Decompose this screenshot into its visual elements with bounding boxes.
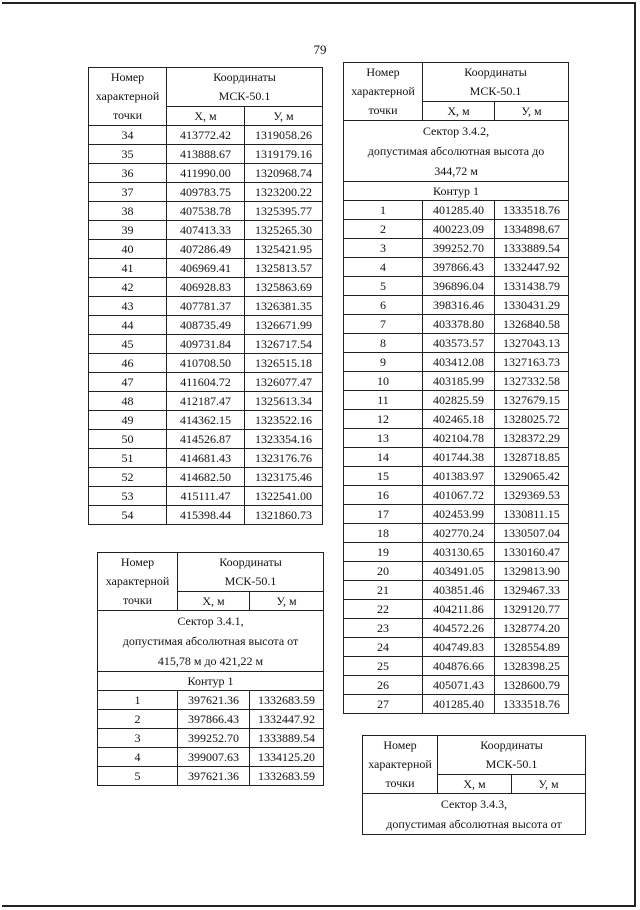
table-row	[89, 316, 323, 335]
table-row	[89, 164, 323, 183]
y-coordinate-cell: 1328025.72	[495, 410, 569, 429]
point-number-cell: 27	[344, 695, 423, 714]
y-coordinate-cell: 1325421.95	[245, 240, 323, 259]
table-row	[344, 277, 569, 296]
point-column-header	[344, 63, 423, 121]
point-number-cell: 18	[344, 524, 423, 543]
x-coordinate-cell: 402825.59	[423, 391, 495, 410]
x-coordinate-cell: 401383.97	[423, 467, 495, 486]
point-number-cell: 43	[89, 297, 167, 316]
sector-line: допустимая абсолютная высота от	[122, 634, 299, 648]
x-coordinate-cell: 414362.15	[167, 411, 245, 430]
point-number-cell: 5	[98, 767, 178, 786]
table-row	[98, 729, 324, 748]
table-row	[89, 240, 323, 259]
x-coordinate-cell: 401285.40	[423, 695, 495, 714]
header-line: Номер	[110, 70, 145, 84]
point-number-cell: 53	[89, 487, 167, 506]
y-coordinate-cell: 1333889.54	[250, 729, 324, 748]
point-number-cell: 23	[344, 619, 423, 638]
y-column-header: У, м	[495, 102, 569, 121]
table-3-body	[344, 201, 569, 714]
table-2-body	[98, 691, 324, 786]
header-line: Координаты	[480, 738, 543, 752]
table-row	[89, 221, 323, 240]
y-coordinate-cell: 1332447.92	[250, 710, 324, 729]
sector-line: допустимая абсолютная высота до	[367, 144, 545, 158]
table-row	[344, 543, 569, 562]
y-coordinate-cell: 1327163.73	[495, 353, 569, 372]
table-row	[344, 467, 569, 486]
point-number-cell: 4	[98, 748, 178, 767]
point-number-cell: 21	[344, 581, 423, 600]
header-line: характерной	[351, 84, 415, 98]
table-row	[344, 600, 569, 619]
x-coordinate-cell: 397621.36	[178, 691, 250, 710]
x-coordinate-cell: 409731.84	[167, 335, 245, 354]
y-coordinate-cell: 1333518.76	[495, 201, 569, 220]
table-row	[344, 429, 569, 448]
table-row	[344, 581, 569, 600]
sector-caption	[363, 794, 586, 835]
x-column-header: Х, м	[438, 775, 512, 794]
table-row	[344, 619, 569, 638]
header-line: Номер	[383, 738, 417, 752]
table-row	[98, 710, 324, 729]
table-row	[344, 562, 569, 581]
table-row	[344, 391, 569, 410]
y-coordinate-cell: 1325813.57	[245, 259, 323, 278]
x-coordinate-cell: 406928.83	[167, 278, 245, 297]
x-coordinate-cell: 401067.72	[423, 486, 495, 505]
y-coordinate-cell: 1323522.16	[245, 411, 323, 430]
x-column-header: Х, м	[167, 107, 245, 126]
y-coordinate-cell: 1326381.35	[245, 297, 323, 316]
x-coordinate-cell: 403491.05	[423, 562, 495, 581]
point-number-cell: 1	[98, 691, 178, 710]
y-coordinate-cell: 1333889.54	[495, 239, 569, 258]
y-coordinate-cell: 1323175.46	[245, 468, 323, 487]
sector-caption	[344, 121, 569, 182]
x-coordinate-cell: 405071.43	[423, 676, 495, 695]
y-coordinate-cell: 1330811.15	[495, 505, 569, 524]
x-coordinate-cell: 401285.40	[423, 201, 495, 220]
point-number-cell: 22	[344, 600, 423, 619]
header-line: Номер	[366, 65, 400, 79]
header-line: характерной	[95, 89, 160, 103]
point-number-cell: 14	[344, 448, 423, 467]
table-row	[344, 372, 569, 391]
y-coordinate-cell: 1326515.18	[245, 354, 323, 373]
point-number-cell: 2	[344, 220, 423, 239]
point-number-cell: 3	[344, 239, 423, 258]
table-row	[344, 448, 569, 467]
point-number-cell: 50	[89, 430, 167, 449]
y-coordinate-cell: 1329065.42	[495, 467, 569, 486]
sector-line: допустимая абсолютная высота от	[386, 817, 562, 831]
table-row	[89, 354, 323, 373]
x-coordinate-cell: 412187.47	[167, 392, 245, 411]
point-number-cell: 10	[344, 372, 423, 391]
coordinates-table-3	[343, 62, 569, 714]
x-coordinate-cell: 411604.72	[167, 373, 245, 392]
header-line: точки	[122, 593, 153, 607]
y-coordinate-cell: 1327332.58	[495, 372, 569, 391]
sector-line: Сектор 3.4.1,	[177, 614, 244, 628]
x-coordinate-cell: 402104.78	[423, 429, 495, 448]
y-coordinate-cell: 1320968.74	[245, 164, 323, 183]
table-row	[344, 220, 569, 239]
coordinates-table-1	[88, 67, 323, 525]
y-coordinate-cell: 1326840.58	[495, 315, 569, 334]
x-coordinate-cell: 402465.18	[423, 410, 495, 429]
y-coordinate-cell: 1332447.92	[495, 258, 569, 277]
x-coordinate-cell: 398316.46	[423, 296, 495, 315]
table-1-body	[89, 126, 323, 525]
x-coordinate-cell: 401744.38	[423, 448, 495, 467]
table-row	[344, 505, 569, 524]
header-line: характерной	[368, 757, 432, 771]
y-column-header: У, м	[245, 107, 323, 126]
table-row	[89, 430, 323, 449]
table-row	[89, 202, 323, 221]
point-number-cell: 36	[89, 164, 167, 183]
page-number: 79	[313, 42, 327, 57]
y-coordinate-cell: 1325395.77	[245, 202, 323, 221]
x-coordinate-cell: 407286.49	[167, 240, 245, 259]
point-number-cell: 11	[344, 391, 423, 410]
y-coordinate-cell: 1329813.90	[495, 562, 569, 581]
header-line: МСК-50.1	[224, 574, 277, 588]
header-line: характерной	[105, 574, 170, 588]
point-number-cell: 3	[98, 729, 178, 748]
point-number-cell: 52	[89, 468, 167, 487]
point-number-cell: 41	[89, 259, 167, 278]
y-coordinate-cell: 1333518.76	[495, 695, 569, 714]
x-coordinate-cell: 397866.43	[423, 258, 495, 277]
point-column-header	[98, 553, 178, 611]
point-number-cell: 44	[89, 316, 167, 335]
table-row	[89, 126, 323, 145]
table-row	[89, 335, 323, 354]
header-line: точки	[368, 103, 398, 117]
y-column-header: У, м	[512, 775, 586, 794]
x-coordinate-cell: 415111.47	[167, 487, 245, 506]
y-coordinate-cell: 1332683.59	[250, 691, 324, 710]
point-number-cell: 38	[89, 202, 167, 221]
x-coordinate-cell: 413888.67	[167, 145, 245, 164]
table-row	[89, 297, 323, 316]
y-coordinate-cell: 1325613.34	[245, 392, 323, 411]
x-coordinate-cell: 404876.66	[423, 657, 495, 676]
x-coordinate-cell: 414526.87	[167, 430, 245, 449]
table-row	[344, 296, 569, 315]
header-line: точки	[112, 108, 143, 122]
point-number-cell: 13	[344, 429, 423, 448]
coords-header	[438, 736, 586, 775]
x-coordinate-cell: 404211.86	[423, 600, 495, 619]
point-number-cell: 7	[344, 315, 423, 334]
x-coordinate-cell: 415398.44	[167, 506, 245, 525]
table-row	[344, 201, 569, 220]
x-coordinate-cell: 399252.70	[423, 239, 495, 258]
y-coordinate-cell: 1330160.47	[495, 543, 569, 562]
y-coordinate-cell: 1326077.47	[245, 373, 323, 392]
header-line: Координаты	[213, 70, 276, 84]
table-row	[98, 767, 324, 786]
x-coordinate-cell: 397621.36	[178, 767, 250, 786]
header-line: Номер	[120, 555, 155, 569]
y-coordinate-cell: 1334898.67	[495, 220, 569, 239]
point-number-cell: 37	[89, 183, 167, 202]
point-number-cell: 40	[89, 240, 167, 259]
y-coordinate-cell: 1326717.54	[245, 335, 323, 354]
y-coordinate-cell: 1327043.13	[495, 334, 569, 353]
header-line: точки	[385, 776, 415, 790]
y-coordinate-cell: 1321860.73	[245, 506, 323, 525]
x-coordinate-cell: 403185.99	[423, 372, 495, 391]
point-number-cell: 20	[344, 562, 423, 581]
coords-header	[167, 68, 323, 107]
x-coordinate-cell: 403130.65	[423, 543, 495, 562]
table-row	[344, 638, 569, 657]
x-coordinate-cell: 400223.09	[423, 220, 495, 239]
x-coordinate-cell: 402453.99	[423, 505, 495, 524]
table-row	[344, 410, 569, 429]
point-number-cell: 54	[89, 506, 167, 525]
contour-label: Контур 1	[344, 182, 569, 201]
point-number-cell: 12	[344, 410, 423, 429]
point-number-cell: 39	[89, 221, 167, 240]
x-coordinate-cell: 411990.00	[167, 164, 245, 183]
point-number-cell: 34	[89, 126, 167, 145]
y-coordinate-cell: 1330507.04	[495, 524, 569, 543]
table-row	[89, 392, 323, 411]
table-row	[98, 691, 324, 710]
table-row	[344, 524, 569, 543]
point-number-cell: 2	[98, 710, 178, 729]
x-coordinate-cell: 399252.70	[178, 729, 250, 748]
y-coordinate-cell: 1325863.69	[245, 278, 323, 297]
y-coordinate-cell: 1319058.26	[245, 126, 323, 145]
sector-line: 344,72 м	[434, 164, 478, 178]
point-number-cell: 26	[344, 676, 423, 695]
point-number-cell: 24	[344, 638, 423, 657]
y-coordinate-cell: 1327679.15	[495, 391, 569, 410]
table-row	[89, 259, 323, 278]
sector-line: Сектор 3.4.3,	[440, 797, 508, 811]
y-coordinate-cell: 1330431.29	[495, 296, 569, 315]
y-coordinate-cell: 1323176.76	[245, 449, 323, 468]
point-number-cell: 25	[344, 657, 423, 676]
y-coordinate-cell: 1329369.53	[495, 486, 569, 505]
table-row	[89, 449, 323, 468]
point-number-cell: 45	[89, 335, 167, 354]
y-coordinate-cell: 1328718.85	[495, 448, 569, 467]
table-row	[89, 411, 323, 430]
x-coordinate-cell: 396896.04	[423, 277, 495, 296]
y-coordinate-cell: 1328398.25	[495, 657, 569, 676]
point-number-cell: 19	[344, 543, 423, 562]
y-coordinate-cell: 1332683.59	[250, 767, 324, 786]
coordinates-table-4	[362, 735, 586, 835]
y-coordinate-cell: 1323354.16	[245, 430, 323, 449]
point-number-cell: 6	[344, 296, 423, 315]
table-row	[344, 258, 569, 277]
x-coordinate-cell: 414681.43	[167, 449, 245, 468]
x-coordinate-cell: 406969.41	[167, 259, 245, 278]
point-number-cell: 47	[89, 373, 167, 392]
table-row	[89, 506, 323, 525]
point-column-header	[363, 736, 438, 794]
x-coordinate-cell: 410708.50	[167, 354, 245, 373]
table-row	[344, 695, 569, 714]
point-number-cell: 46	[89, 354, 167, 373]
point-number-cell: 42	[89, 278, 167, 297]
x-coordinate-cell: 407413.33	[167, 221, 245, 240]
x-coordinate-cell: 407781.37	[167, 297, 245, 316]
point-number-cell: 8	[344, 334, 423, 353]
table-row	[89, 373, 323, 392]
point-number-cell: 16	[344, 486, 423, 505]
y-coordinate-cell: 1328600.79	[495, 676, 569, 695]
table-row	[344, 239, 569, 258]
y-coordinate-cell: 1326671.99	[245, 316, 323, 335]
point-number-cell: 15	[344, 467, 423, 486]
x-coordinate-cell: 407538.78	[167, 202, 245, 221]
x-coordinate-cell: 397866.43	[178, 710, 250, 729]
y-coordinate-cell: 1328774.20	[495, 619, 569, 638]
y-coordinate-cell: 1319179.16	[245, 145, 323, 164]
table-row	[344, 676, 569, 695]
header-line: МСК-50.1	[218, 89, 271, 103]
header-line: МСК-50.1	[485, 757, 538, 771]
header-line: Координаты	[219, 555, 282, 569]
y-coordinate-cell: 1325265.30	[245, 221, 323, 240]
table-row	[344, 353, 569, 372]
table-row	[89, 145, 323, 164]
point-number-cell: 51	[89, 449, 167, 468]
y-coordinate-cell: 1328554.89	[495, 638, 569, 657]
table-row	[89, 278, 323, 297]
y-coordinate-cell: 1328372.29	[495, 429, 569, 448]
x-coordinate-cell: 408735.49	[167, 316, 245, 335]
contour-label: Контур 1	[98, 672, 324, 691]
y-coordinate-cell: 1323200.22	[245, 183, 323, 202]
y-coordinate-cell: 1329467.33	[495, 581, 569, 600]
coords-header	[178, 553, 324, 592]
sector-caption	[98, 611, 324, 672]
x-column-header: Х, м	[423, 102, 495, 121]
y-coordinate-cell: 1322541.00	[245, 487, 323, 506]
x-coordinate-cell: 403378.80	[423, 315, 495, 334]
y-column-header: У, м	[250, 592, 324, 611]
sector-line: 415,78 м до 421,22 м	[157, 654, 264, 668]
x-coordinate-cell: 402770.24	[423, 524, 495, 543]
x-coordinate-cell: 404749.83	[423, 638, 495, 657]
table-row	[344, 334, 569, 353]
y-coordinate-cell: 1331438.79	[495, 277, 569, 296]
table-row	[89, 487, 323, 506]
x-coordinate-cell: 403851.46	[423, 581, 495, 600]
x-coordinate-cell: 403412.08	[423, 353, 495, 372]
point-number-cell: 4	[344, 258, 423, 277]
table-row	[344, 315, 569, 334]
x-coordinate-cell: 403573.57	[423, 334, 495, 353]
y-coordinate-cell: 1329120.77	[495, 600, 569, 619]
header-line: Координаты	[464, 65, 527, 79]
point-number-cell: 17	[344, 505, 423, 524]
x-column-header: Х, м	[178, 592, 250, 611]
point-number-cell: 49	[89, 411, 167, 430]
point-column-header	[89, 68, 167, 126]
x-coordinate-cell: 399007.63	[178, 748, 250, 767]
table-row	[89, 468, 323, 487]
point-number-cell: 35	[89, 145, 167, 164]
table-row	[344, 657, 569, 676]
point-number-cell: 9	[344, 353, 423, 372]
x-coordinate-cell: 409783.75	[167, 183, 245, 202]
x-coordinate-cell: 404572.26	[423, 619, 495, 638]
sector-line: Сектор 3.4.2,	[422, 124, 490, 138]
header-line: МСК-50.1	[469, 84, 522, 98]
point-number-cell: 48	[89, 392, 167, 411]
table-row	[344, 486, 569, 505]
x-coordinate-cell: 414682.50	[167, 468, 245, 487]
y-coordinate-cell: 1334125.20	[250, 748, 324, 767]
point-number-cell: 1	[344, 201, 423, 220]
x-coordinate-cell: 413772.42	[167, 126, 245, 145]
coords-header	[423, 63, 569, 102]
table-row	[89, 183, 323, 202]
point-number-cell: 5	[344, 277, 423, 296]
coordinates-table-2	[97, 552, 324, 786]
table-row	[98, 748, 324, 767]
